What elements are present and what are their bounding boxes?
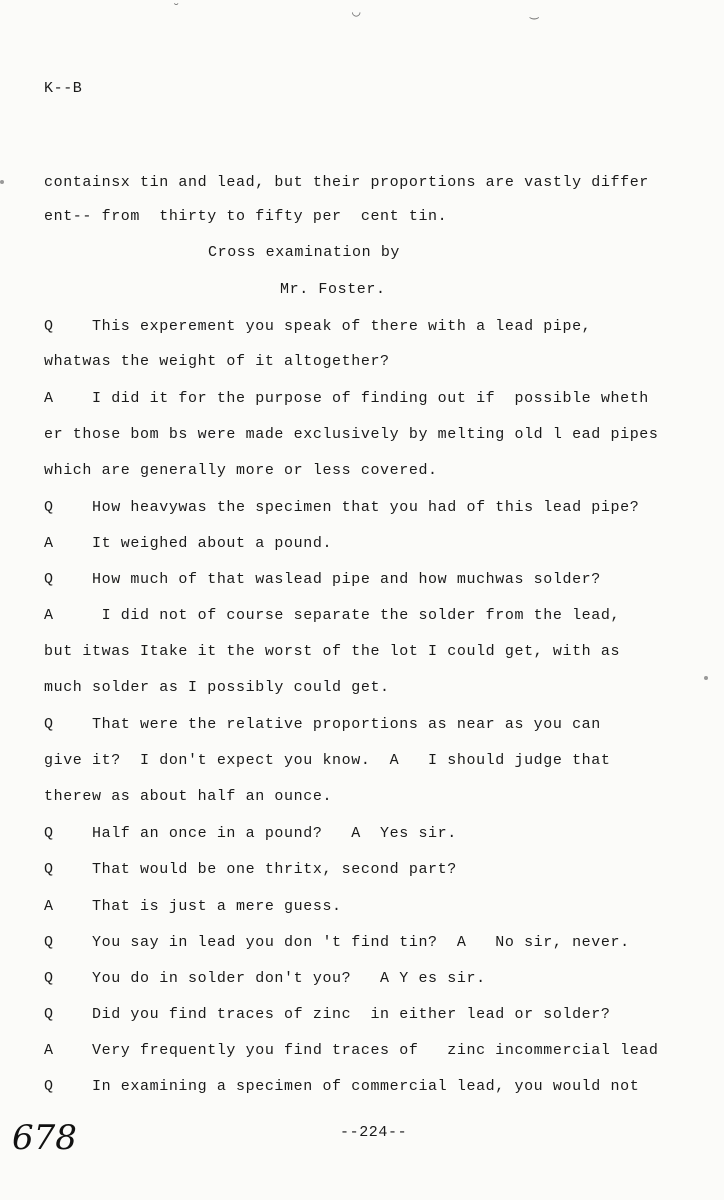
text-line: Q Half an once in a pound? A Yes sir. <box>44 825 457 842</box>
text-line: Q Did you find traces of zinc in either lead or solder? <box>44 1006 611 1023</box>
scan-mark <box>704 676 708 680</box>
examiner-name: Mr. Foster. <box>280 281 386 298</box>
text-line: much solder as I possibly could get. <box>44 679 390 696</box>
text-line: Q This experement you speak of there with a lead pipe, <box>44 318 592 335</box>
text-line: A That is just a mere guess. <box>44 898 342 915</box>
scan-mark <box>0 180 4 184</box>
scan-mark: ‿ <box>530 5 540 21</box>
text-line: which are generally more or less covered. <box>44 462 438 479</box>
section-heading: Cross examination by <box>208 244 401 261</box>
text-line: A Very frequently you find traces of zinc incommercial lead <box>44 1042 659 1059</box>
text-line: ent-- from thirty to fifty per cent tin. <box>44 208 448 225</box>
text-line: A I did not of course separate the solder from the lead, <box>44 607 621 624</box>
document-id: K--B <box>44 80 83 97</box>
text-line: Q How heavywas the specimen that you had of this lead pipe? <box>44 499 640 516</box>
text-line: containsx tin and lead, but their proportions are vastly differ <box>44 174 649 191</box>
text-line: er those bom bs were made exclusively by melting old l ead pipes <box>44 426 659 443</box>
text-line: Q In examining a specimen of commercial lead, you would not <box>44 1078 640 1095</box>
scan-mark: ˘ <box>172 2 182 18</box>
text-line: Q You do in solder don't you? A Y es sir. <box>44 970 486 987</box>
text-line: therew as about half an ounce. <box>44 788 333 805</box>
text-line: but itwas Itake it the worst of the lot I could get, with as <box>44 643 621 660</box>
scan-mark: ◡ <box>352 5 362 21</box>
text-line: Q How much of that waslead pipe and how muchwas solder? <box>44 571 601 588</box>
text-line: give it? I don't expect you know. A I should judge that <box>44 752 611 769</box>
text-line: A I did it for the purpose of finding out if possible wheth <box>44 390 649 407</box>
text-line: A It weighed about a pound. <box>44 535 333 552</box>
page-number: --224-- <box>340 1124 408 1141</box>
text-line: Q You say in lead you don 't find tin? A No sir, never. <box>44 934 630 951</box>
handwritten-page-number: 678 <box>12 1118 77 1158</box>
text-line: Q That were the relative proportions as near as you can <box>44 716 601 733</box>
text-line: Q That would be one thritx, second part? <box>44 861 457 878</box>
text-line: whatwas the weight of it altogether? <box>44 353 390 370</box>
